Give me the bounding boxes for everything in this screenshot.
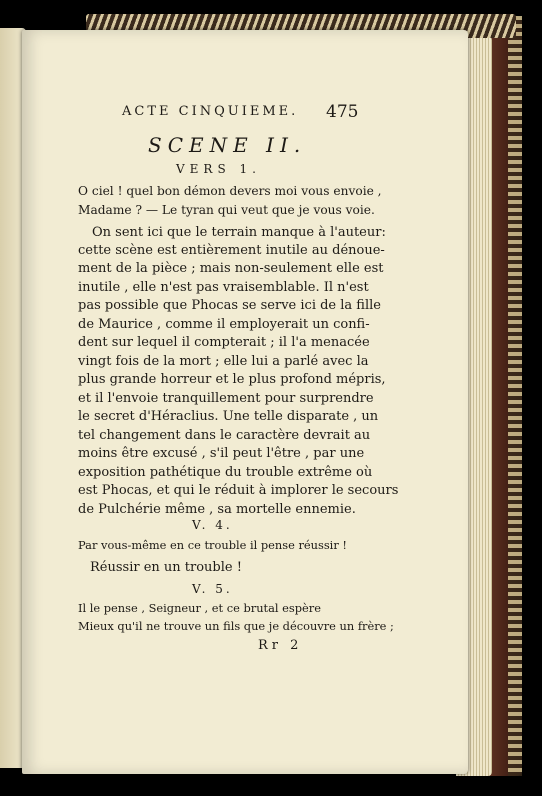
commentary-line: Réussir en un trouble !	[90, 560, 242, 575]
scene-title: SCENE II.	[148, 133, 307, 157]
verse-reference: V. 4.	[192, 518, 233, 532]
commentary-line: dent sur lequel il compterait ; il l'a menacée	[78, 335, 370, 350]
vers-label: VERS 1.	[176, 162, 261, 176]
signature-mark: Rr 2	[258, 638, 303, 653]
gilt-spine-edge	[508, 16, 522, 776]
verse-line: O ciel ! quel bon démon devers moi vous envoie ,	[78, 184, 382, 198]
commentary-line: On sent ici que le terrain manque à l'auteur:	[92, 225, 386, 240]
commentary-line: et il l'envoie tranquillement pour surprendre	[78, 391, 374, 406]
commentary-line: est Phocas, et qui le réduit à implorer le secours	[78, 483, 399, 498]
commentary-line: vingt fois de la mort ; elle lui a parlé avec la	[78, 354, 369, 369]
verse-reference: V. 5.	[192, 582, 233, 596]
verse-line: Mieux qu'il ne trouve un fils que je découvre un frère ;	[78, 619, 394, 633]
commentary-line: de Maurice , comme il employerait un confi-	[78, 317, 370, 332]
verse-line: Par vous-même en ce trouble il pense réussir !	[78, 538, 347, 552]
commentary-line: exposition pathétique du trouble extrême où	[78, 465, 373, 480]
running-title: ACTE CINQUIEME.	[122, 104, 299, 119]
verse-line: Madame ? — Le tyran qui veut que je vous voie.	[78, 203, 375, 217]
commentary-line: cette scène est entièrement inutile au dénoue-	[78, 243, 385, 258]
commentary-line: tel changement dans le caractère devrait au	[78, 428, 371, 443]
commentary-line: plus grande horreur et le plus profond mépris,	[78, 372, 386, 387]
commentary-line: inutile , elle n'est pas vraisemblable. Il n'est	[78, 280, 369, 295]
commentary-line: ment de la pièce ; mais non-seulement elle est	[78, 261, 384, 276]
commentary-line: de Pulchérie même , sa mortelle ennemie.	[78, 502, 356, 517]
page-number: 475	[326, 102, 359, 122]
commentary-line: pas possible que Phocas se serve ici de la fille	[78, 298, 381, 313]
commentary-line: le secret d'Héraclius. Une telle disparate , un	[78, 409, 379, 424]
commentary-line: moins être excusé , s'il peut l'être , par une	[78, 446, 365, 461]
verse-line: Il le pense , Seigneur , et ce brutal espère	[78, 601, 321, 615]
